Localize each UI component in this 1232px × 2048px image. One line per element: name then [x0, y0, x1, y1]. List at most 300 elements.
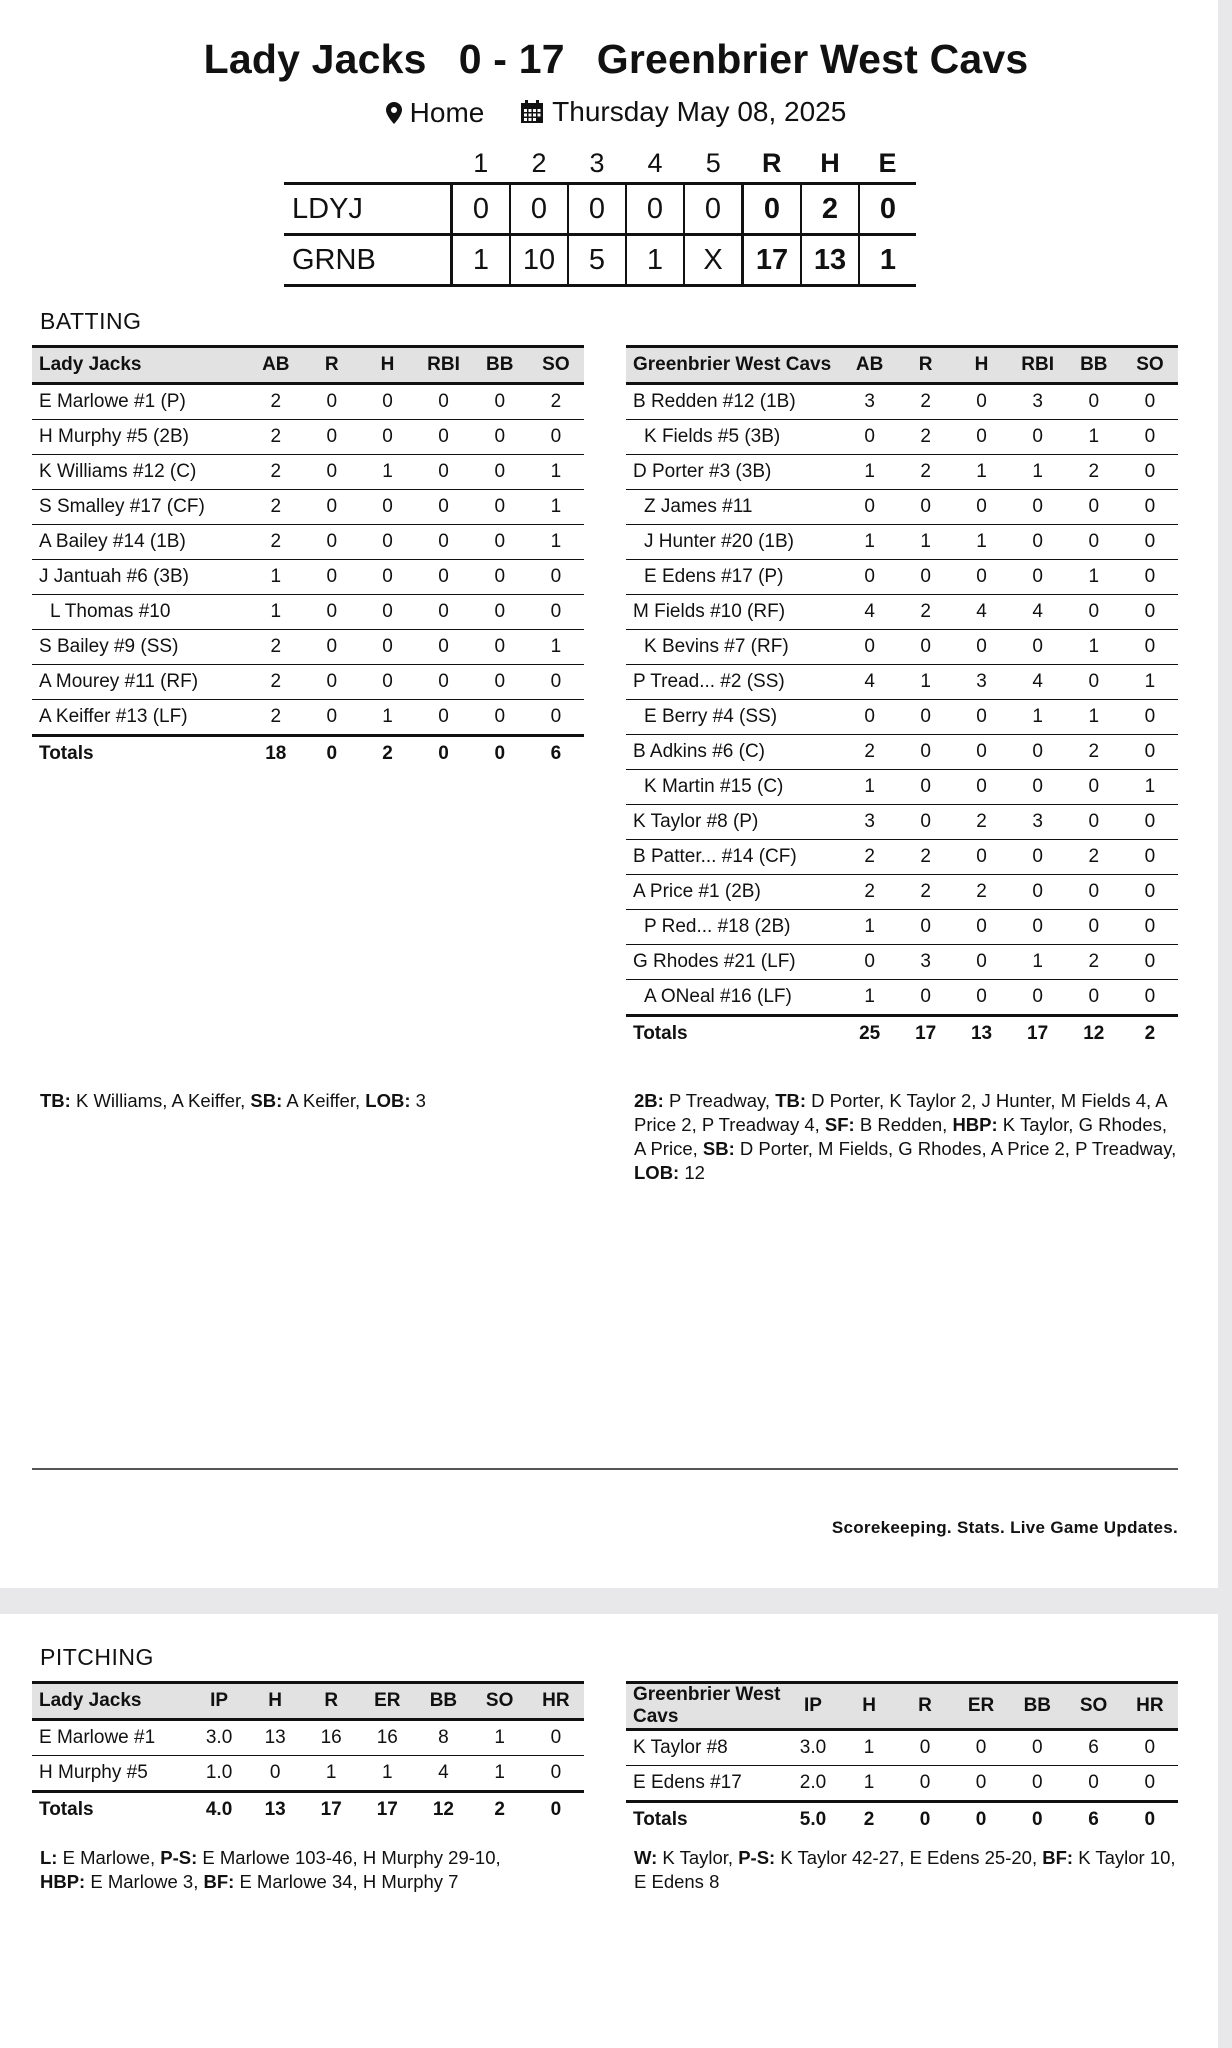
total-cell: 0 [897, 1802, 953, 1838]
stat-cell: 0 [304, 560, 360, 595]
stat-cell: 0 [954, 840, 1010, 875]
stat-cell: 1 [472, 1720, 528, 1756]
inning-header: 1 [473, 147, 489, 178]
team-abbr: LDYJ [284, 184, 452, 235]
stat-cell: 0 [1010, 875, 1066, 910]
stat-cell: 4 [1010, 665, 1066, 700]
stat-cell: 1 [528, 490, 584, 525]
player-name: D Porter #3 (3B) [626, 455, 842, 490]
stat-cell: 3.0 [191, 1720, 247, 1756]
stat-cell: 0 [1122, 805, 1178, 840]
stat-cell: 2 [248, 384, 304, 420]
stat-cell: 3 [898, 945, 954, 980]
pitching-table-away [32, 1681, 584, 1827]
table-header-row [626, 1683, 1178, 1730]
stat-cell: 2 [248, 630, 304, 665]
team-name-header: Lady Jacks [32, 347, 248, 384]
stat-cell: 1 [359, 1756, 415, 1792]
note-value: D Porter, M Fields, G Rhodes, A Price 2, P Treadway, [734, 1138, 1177, 1159]
stat-cell: 0 [954, 700, 1010, 735]
stat-cell: 0 [1010, 525, 1066, 560]
inning-header: 4 [647, 147, 663, 178]
inning-score: 10 [510, 235, 568, 286]
stat-cell: 0 [1122, 980, 1178, 1016]
player-row [32, 490, 584, 525]
player-row [626, 875, 1178, 910]
note-key: SB: [250, 1090, 283, 1111]
stat-cell: 0 [1122, 875, 1178, 910]
totals-row [626, 1016, 1178, 1052]
stat-cell: 0 [415, 665, 471, 700]
player-row [32, 595, 584, 630]
player-row [626, 490, 1178, 525]
home-team-name: Greenbrier West Cavs [596, 36, 1029, 82]
stat-cell: 0 [528, 1756, 584, 1792]
player-name: A Bailey #14 (1B) [32, 525, 248, 560]
game-info [0, 96, 1232, 131]
stat-cell: 0 [304, 665, 360, 700]
table-header-row [32, 347, 584, 384]
stat-cell: 0 [360, 420, 416, 455]
stat-cell: 13 [247, 1720, 303, 1756]
stat-cell: 2 [842, 840, 898, 875]
player-name: A Price #1 (2B) [626, 875, 842, 910]
stat-cell: 0 [954, 910, 1010, 945]
stat-cell: 0 [1122, 945, 1178, 980]
stat-cell: 3 [842, 805, 898, 840]
stat-cell: 2 [248, 665, 304, 700]
totals-label: Totals [626, 1016, 842, 1052]
stat-column-header: HR [528, 1683, 584, 1720]
stat-cell: 0 [360, 490, 416, 525]
player-name: S Bailey #9 (SS) [32, 630, 248, 665]
stat-cell: 0 [1122, 1766, 1178, 1802]
stat-column-header: SO [1122, 347, 1178, 384]
linescore-header [284, 144, 916, 184]
stat-cell: 0 [842, 630, 898, 665]
stat-cell: 4 [842, 595, 898, 630]
stat-cell: 0 [1066, 910, 1122, 945]
inning-header: 3 [589, 147, 605, 178]
stat-cell: 0 [898, 770, 954, 805]
total-cell: 25 [842, 1016, 898, 1052]
stat-cell: 0 [472, 560, 528, 595]
totals-row [32, 736, 584, 772]
stat-cell: 0 [304, 525, 360, 560]
total-cell: 13 [954, 1016, 1010, 1052]
stat-cell: 0 [528, 700, 584, 736]
stat-cell: 2 [248, 455, 304, 490]
inning-header: 5 [705, 147, 721, 178]
stat-cell: 2 [1066, 455, 1122, 490]
stat-column-header: SO [472, 1683, 528, 1720]
total-cell: 0 [1009, 1802, 1065, 1838]
stat-cell: 1 [898, 665, 954, 700]
player-name: L Thomas #10 [32, 595, 248, 630]
total-cell: 13 [247, 1792, 303, 1828]
stat-cell: 1 [842, 980, 898, 1016]
stat-cell: 0 [1066, 525, 1122, 560]
totals-row [32, 1792, 584, 1828]
hits-total: 2 [801, 184, 859, 235]
player-row [32, 525, 584, 560]
stat-cell: 0 [1010, 630, 1066, 665]
player-name: K Martin #15 (C) [626, 770, 842, 805]
stat-cell: 1 [528, 630, 584, 665]
total-cell: 12 [415, 1792, 471, 1828]
note-value: D Porter, K Taylor 2, J Hunter, M Fields 4, A Price 2, P Treadway 4, [634, 1090, 1167, 1135]
stat-cell: 0 [898, 700, 954, 735]
stat-column-header: SO [528, 347, 584, 384]
stat-cell: 4 [842, 665, 898, 700]
inning-score: 0 [568, 184, 626, 235]
stat-cell: 1 [1010, 945, 1066, 980]
note-value: P Treadway, [663, 1090, 776, 1111]
stat-cell: 0 [898, 805, 954, 840]
stat-cell: 1 [528, 525, 584, 560]
stat-cell: 0 [304, 700, 360, 736]
stat-cell: 0 [304, 384, 360, 420]
note-value: E Marlowe 34, H Murphy 7 [234, 1871, 459, 1892]
player-row [626, 1766, 1178, 1802]
stat-cell: 3 [842, 384, 898, 420]
stat-cell: 0 [360, 665, 416, 700]
stat-cell: 0 [954, 770, 1010, 805]
player-row [32, 700, 584, 736]
player-row [32, 560, 584, 595]
stat-column-header: BB [415, 1683, 471, 1720]
pitching-notes-home [634, 1846, 1180, 1894]
player-row [626, 560, 1178, 595]
player-row [626, 420, 1178, 455]
player-name: K Taylor #8 [626, 1730, 785, 1766]
note-value: 3 [410, 1090, 426, 1111]
stat-cell: 0 [1010, 770, 1066, 805]
player-row [626, 735, 1178, 770]
stat-column-header: BB [1009, 1683, 1065, 1730]
total-cell: 6 [528, 736, 584, 772]
total-cell: 0 [528, 1792, 584, 1828]
player-row [626, 595, 1178, 630]
pitching-table-home [626, 1681, 1178, 1837]
player-name: M Fields #10 (RF) [626, 595, 842, 630]
player-row [32, 1720, 584, 1756]
note-value: A Keiffer, [282, 1090, 366, 1111]
linescore-row-away [284, 184, 916, 235]
stat-cell: 0 [954, 490, 1010, 525]
stat-cell: 0 [1066, 770, 1122, 805]
note-key: BF: [203, 1871, 235, 1892]
total-cell: 5.0 [785, 1802, 841, 1838]
footer-tagline: Scorekeeping. Stats. Live Game Updates. [831, 1518, 1178, 1537]
stat-cell: 0 [1122, 420, 1178, 455]
player-name: B Adkins #6 (C) [626, 735, 842, 770]
stat-cell: 1 [842, 525, 898, 560]
stat-cell: 2 [1066, 735, 1122, 770]
stat-cell: 0 [1066, 384, 1122, 420]
inning-score: 0 [684, 184, 743, 235]
final-score: 0 - 17 [458, 36, 565, 82]
player-name: G Rhodes #21 (LF) [626, 945, 842, 980]
note-value: K Taylor, [657, 1847, 739, 1868]
stat-column-header: RBI [415, 347, 471, 384]
page-edge [1218, 0, 1232, 2048]
stat-cell: 0 [415, 384, 471, 420]
totals-label: Totals [32, 736, 248, 772]
stat-cell: 0 [360, 595, 416, 630]
game-date: Thursday May 08, 2025 [552, 96, 847, 127]
stat-cell: 4 [1010, 595, 1066, 630]
stat-cell: 0 [1010, 840, 1066, 875]
stat-cell: 0 [1122, 595, 1178, 630]
total-cell: 2 [360, 736, 416, 772]
stat-cell: 1 [842, 910, 898, 945]
total-cell: 0 [953, 1802, 1009, 1838]
player-row [626, 1730, 1178, 1766]
stat-cell: 2 [248, 420, 304, 455]
batting-notes-home [634, 1089, 1180, 1185]
errors-header: E [878, 147, 897, 178]
stat-cell: 0 [954, 735, 1010, 770]
stat-cell: 0 [897, 1730, 953, 1766]
stat-cell: 0 [415, 420, 471, 455]
stat-column-header: HR [1122, 1683, 1178, 1730]
stat-cell: 4 [954, 595, 1010, 630]
player-name: B Patter... #14 (CF) [626, 840, 842, 875]
stat-cell: 0 [304, 420, 360, 455]
stat-cell: 0 [953, 1766, 1009, 1802]
player-name: K Bevins #7 (RF) [626, 630, 842, 665]
player-name: E Edens #17 (P) [626, 560, 842, 595]
stat-cell: 1 [1066, 630, 1122, 665]
player-row [626, 945, 1178, 980]
total-cell: 2 [841, 1802, 897, 1838]
stat-cell: 0 [528, 1720, 584, 1756]
player-row [626, 840, 1178, 875]
stat-cell: 2 [898, 455, 954, 490]
stat-cell: 0 [1009, 1730, 1065, 1766]
total-cell: 2 [1122, 1016, 1178, 1052]
stat-cell: 0 [1122, 910, 1178, 945]
stat-cell: 0 [360, 630, 416, 665]
stat-cell: 0 [1010, 910, 1066, 945]
calendar-icon [520, 100, 544, 124]
errors-total: 0 [859, 184, 916, 235]
stat-cell: 2 [248, 700, 304, 736]
stat-cell: 3 [1010, 384, 1066, 420]
note-value: B Redden, [854, 1114, 953, 1135]
stat-cell: 0 [954, 384, 1010, 420]
stat-cell: 0 [472, 525, 528, 560]
inning-score: 5 [568, 235, 626, 286]
note-value: E Marlowe, [57, 1847, 161, 1868]
stat-cell: 2 [898, 840, 954, 875]
stat-cell: 0 [360, 384, 416, 420]
team-name-header: Greenbrier West Cavs [626, 1683, 785, 1730]
note-value: E Marlowe 3, [85, 1871, 204, 1892]
stat-cell: 0 [954, 980, 1010, 1016]
stat-cell: 2 [842, 875, 898, 910]
player-row [626, 455, 1178, 490]
stat-cell: 0 [1066, 595, 1122, 630]
total-cell: 0 [304, 736, 360, 772]
stat-cell: 0 [1122, 525, 1178, 560]
stat-column-header: H [360, 347, 416, 384]
stat-cell: 0 [472, 455, 528, 490]
stat-cell: 2 [898, 595, 954, 630]
player-row [32, 630, 584, 665]
batting-section-title: BATTING [40, 308, 142, 334]
stat-cell: 0 [472, 420, 528, 455]
stat-cell: 0 [415, 490, 471, 525]
stat-cell: 2 [954, 805, 1010, 840]
stat-cell: 0 [1010, 735, 1066, 770]
stat-cell: 2 [528, 384, 584, 420]
total-cell: 17 [898, 1016, 954, 1052]
stat-cell: 1 [841, 1766, 897, 1802]
total-cell: 0 [1122, 1802, 1178, 1838]
stat-cell: 16 [303, 1720, 359, 1756]
stat-cell: 0 [360, 525, 416, 560]
stat-cell: 0 [472, 595, 528, 630]
player-row [626, 384, 1178, 420]
player-row [32, 665, 584, 700]
stat-cell: 0 [1122, 384, 1178, 420]
inning-score: X [684, 235, 743, 286]
note-key: W: [634, 1847, 658, 1868]
inning-score: 1 [626, 235, 684, 286]
total-cell: 17 [1010, 1016, 1066, 1052]
stat-cell: 0 [472, 700, 528, 736]
linescore-table [284, 144, 916, 287]
note-value: K Taylor 10, E Edens 8 [634, 1847, 1176, 1892]
player-row [32, 420, 584, 455]
note-key: P-S: [160, 1847, 198, 1868]
stat-cell: 0 [528, 595, 584, 630]
player-name: K Taylor #8 (P) [626, 805, 842, 840]
stat-cell: 0 [528, 665, 584, 700]
stat-cell: 0 [247, 1756, 303, 1792]
player-name: A ONeal #16 (LF) [626, 980, 842, 1016]
note-key: TB: [40, 1090, 71, 1111]
player-name: P Red... #18 (2B) [626, 910, 842, 945]
stat-cell: 0 [842, 700, 898, 735]
stat-column-header: BB [1066, 347, 1122, 384]
stat-cell: 1 [1066, 700, 1122, 735]
player-row [32, 384, 584, 420]
stat-column-header: R [303, 1683, 359, 1720]
player-name: K Williams #12 (C) [32, 455, 248, 490]
note-key: SB: [702, 1138, 735, 1159]
inning-score: 1 [452, 235, 511, 286]
stat-cell: 0 [472, 490, 528, 525]
stat-cell: 3.0 [785, 1730, 841, 1766]
map-pin-icon [386, 102, 402, 124]
stat-cell: 2 [248, 490, 304, 525]
total-cell: 4.0 [191, 1792, 247, 1828]
hits-header: H [820, 147, 840, 178]
stat-cell: 0 [954, 630, 1010, 665]
stat-cell: 1 [1122, 665, 1178, 700]
team-column-header [284, 144, 452, 184]
stat-column-header: IP [191, 1683, 247, 1720]
stat-column-header: AB [248, 347, 304, 384]
player-name: E Berry #4 (SS) [626, 700, 842, 735]
player-name: J Jantuah #6 (3B) [32, 560, 248, 595]
stat-cell: 0 [1122, 455, 1178, 490]
player-name: J Hunter #20 (1B) [626, 525, 842, 560]
totals-label: Totals [32, 1792, 191, 1828]
stat-cell: 0 [528, 420, 584, 455]
player-name: S Smalley #17 (CF) [32, 490, 248, 525]
stat-column-header: R [898, 347, 954, 384]
stat-cell: 0 [842, 420, 898, 455]
team-name-header: Lady Jacks [32, 1683, 191, 1720]
stat-column-header: SO [1065, 1683, 1121, 1730]
player-name: H Murphy #5 [32, 1756, 191, 1792]
player-name: H Murphy #5 (2B) [32, 420, 248, 455]
team-name-header: Greenbrier West Cavs [626, 347, 842, 384]
inning-header: 2 [531, 147, 547, 178]
stat-cell: 1 [472, 1756, 528, 1792]
player-row [32, 1756, 584, 1792]
note-key: L: [40, 1847, 58, 1868]
player-name: E Marlowe #1 (P) [32, 384, 248, 420]
stat-cell: 0 [954, 945, 1010, 980]
stat-cell: 0 [1065, 1766, 1121, 1802]
stat-cell: 1 [303, 1756, 359, 1792]
stat-cell: 0 [1010, 490, 1066, 525]
player-row [32, 455, 584, 490]
stat-cell: 0 [304, 455, 360, 490]
stat-cell: 0 [1122, 560, 1178, 595]
stat-cell: 8 [415, 1720, 471, 1756]
stat-cell: 0 [1066, 875, 1122, 910]
stat-cell: 0 [528, 560, 584, 595]
total-cell: 18 [248, 736, 304, 772]
batting-notes-away [40, 1089, 580, 1113]
stat-cell: 0 [415, 630, 471, 665]
stat-cell: 3 [1010, 805, 1066, 840]
stat-cell: 0 [415, 700, 471, 736]
stat-column-header: BB [472, 347, 528, 384]
stat-cell: 0 [415, 455, 471, 490]
total-cell: 0 [472, 736, 528, 772]
stat-cell: 0 [842, 490, 898, 525]
player-name: A Mourey #11 (RF) [32, 665, 248, 700]
stat-cell: 2 [1066, 840, 1122, 875]
runs-total: 17 [743, 235, 802, 286]
player-name: E Marlowe #1 [32, 1720, 191, 1756]
player-name: K Fields #5 (3B) [626, 420, 842, 455]
totals-label: Totals [626, 1802, 785, 1838]
total-cell: 12 [1066, 1016, 1122, 1052]
hits-total: 13 [801, 235, 859, 286]
stat-cell: 0 [1122, 1730, 1178, 1766]
note-key: LOB: [634, 1162, 680, 1183]
player-name: P Tread... #2 (SS) [626, 665, 842, 700]
note-key: BF: [1042, 1847, 1074, 1868]
stat-cell: 1 [1066, 420, 1122, 455]
player-row [626, 910, 1178, 945]
game-title [0, 36, 1232, 83]
stat-cell: 0 [898, 490, 954, 525]
stat-cell: 0 [1122, 700, 1178, 735]
player-row [626, 630, 1178, 665]
stat-cell: 0 [898, 910, 954, 945]
stat-cell: 0 [898, 735, 954, 770]
away-team-name: Lady Jacks [203, 36, 427, 82]
